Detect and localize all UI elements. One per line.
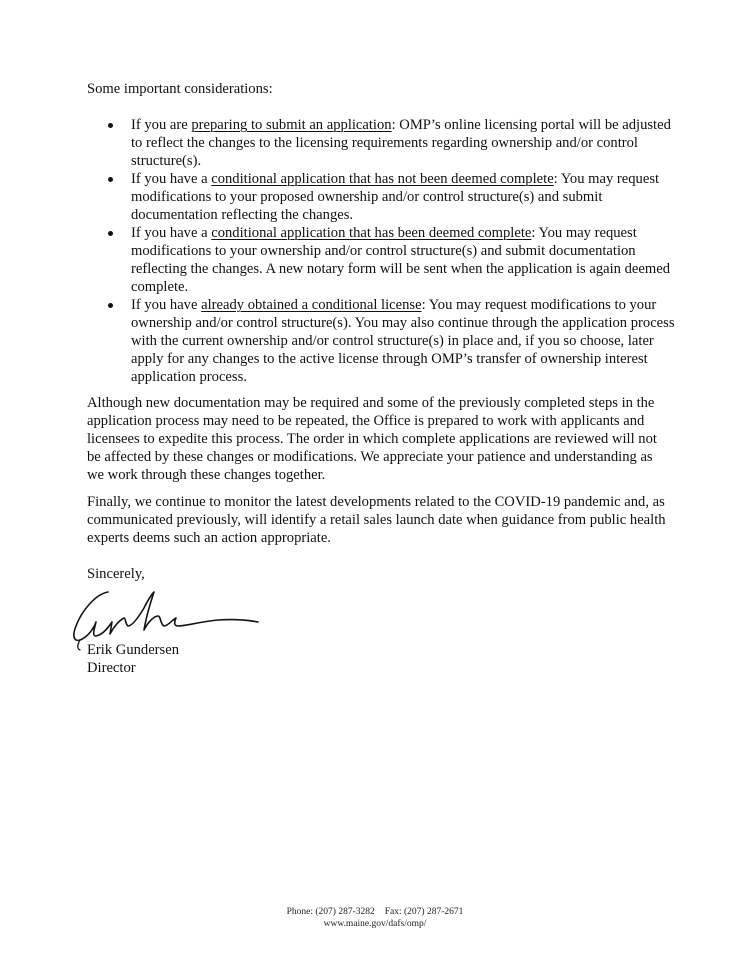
bullet-prefix: If you have <box>131 297 202 313</box>
closing-salutation: Sincerely, <box>87 566 145 582</box>
bullet-prefix: If you are <box>131 117 192 133</box>
bullet-text: : You may request modifications to your ownership and/or control structure(s) and submit documentation reflecting the changes. A new notary form will be sent when the application is again deemed complete. <box>131 225 670 295</box>
bullet-text: : OMP’s online licensing portal will be adjusted to reflect the changes to the licensing requirements regarding ownership and/or control structure(s). <box>131 117 671 169</box>
signer-name: Erik Gundersen <box>87 642 179 658</box>
bullet-underlined-term: conditional application that has been deemed complete <box>211 225 532 241</box>
bullet-underlined-term: preparing to submit an application <box>191 117 392 133</box>
footer-phone: Phone: (207) 287-3282 <box>286 907 375 917</box>
footer-fax: Fax: (207) 287-2671 <box>384 907 464 917</box>
bullet-prefix: If you have a <box>131 225 212 241</box>
bullet-prefix: If you have a <box>131 171 212 187</box>
bullet-text: : You may request modifications to your ownership and/or control structure(s). You may also continue through the application process with the current ownership and/or control structure(s) in place and, if you so choose, later apply for any changes to the active license through OMP’s transfer of ownership interest application process. <box>131 297 675 385</box>
list-item <box>87 224 677 296</box>
body-paragraph-covid: Finally, we continue to monitor the latest developments related to the COVID-19 pandemic and, as communicated previously, will identify a retail sales launch date when guidance from public health experts deems such an action appropriate. <box>87 494 666 546</box>
bullet-icon <box>108 177 113 182</box>
intro-text: Some important considerations: <box>87 81 273 97</box>
letter-footer <box>0 906 750 930</box>
bullet-text: : You may request modifications to your proposed ownership and/or control structure(s) and submit documentation reflecting the changes. <box>131 171 660 223</box>
bullet-icon <box>108 303 113 308</box>
bullet-underlined-term: conditional application that has not been deemed complete <box>211 171 554 187</box>
body-paragraph-documentation: Although new documentation may be required and some of the previously completed steps in the application process may need to be repeated, the Office is prepared to work with applicants and licensees to expedite this process. The order in which complete applications are reviewed will not be affected by these changes or modifications. We appreciate your patience and understanding as we work through these changes together. <box>87 395 657 483</box>
footer-website: www.maine.gov/dafs/omp/ <box>323 919 427 929</box>
bullet-underlined-term: already obtained a conditional license <box>201 297 422 313</box>
footer-contact-line <box>0 906 750 918</box>
considerations-list <box>87 116 677 386</box>
list-item <box>87 116 677 170</box>
signer-title: Director <box>87 660 136 676</box>
bullet-icon <box>108 231 113 236</box>
list-item <box>87 296 677 386</box>
bullet-icon <box>108 123 113 128</box>
list-item <box>87 170 677 224</box>
